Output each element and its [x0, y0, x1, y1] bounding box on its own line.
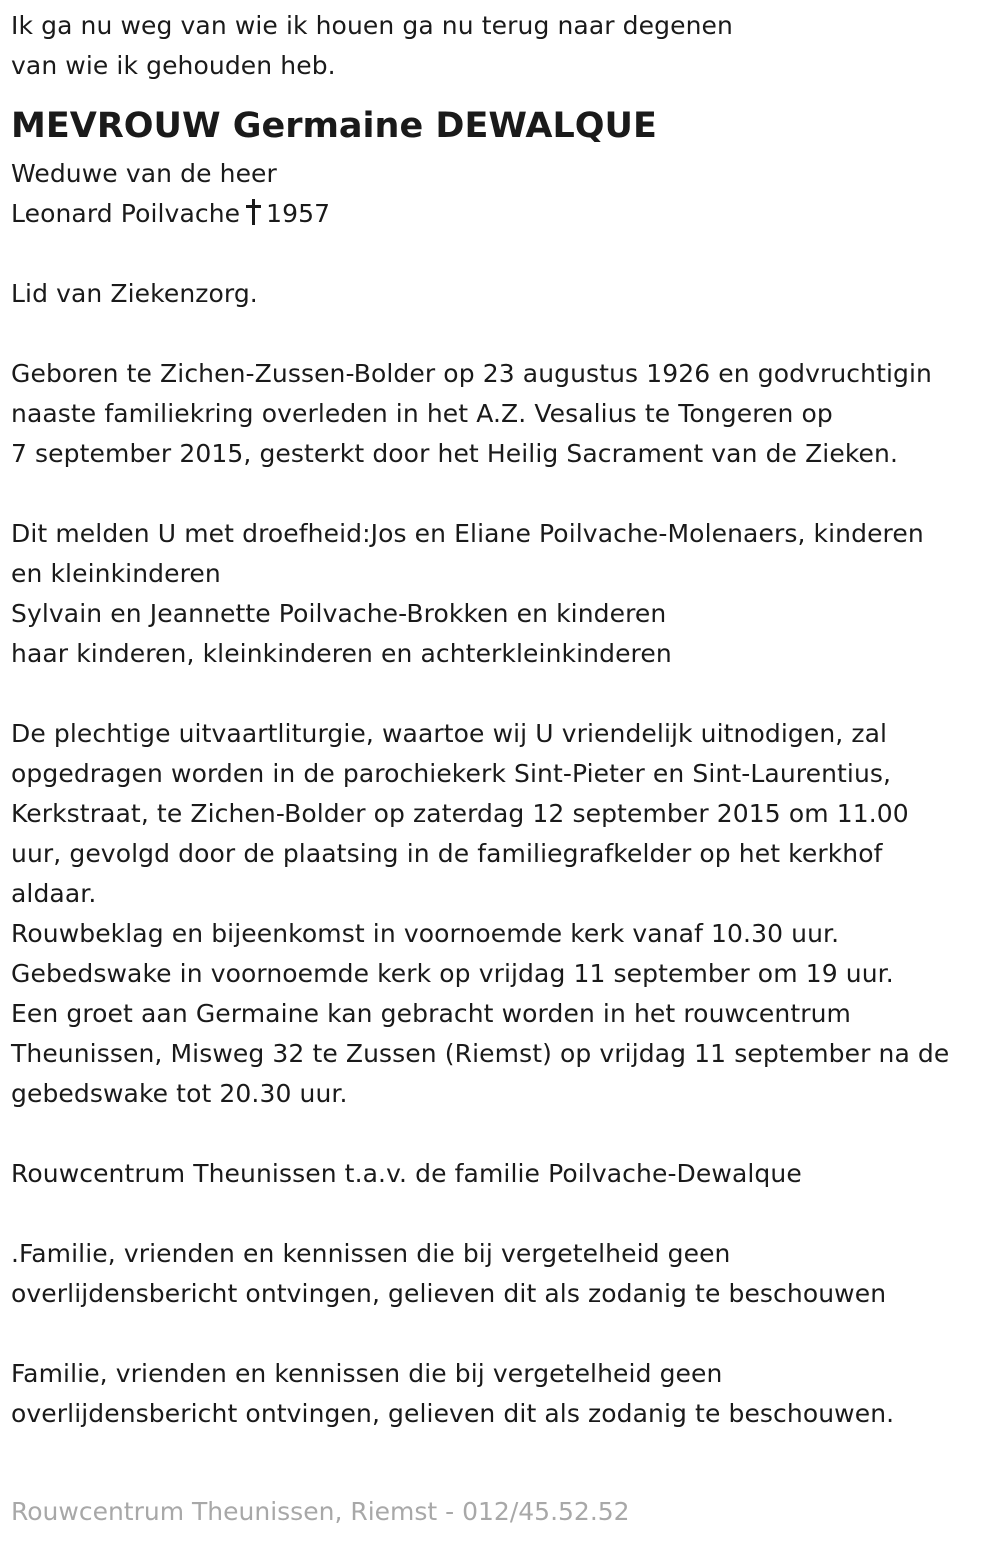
spacer	[11, 674, 1000, 714]
paragraph-line: Familie, vrienden en kennissen die bij vergetelheid geen	[11, 1359, 723, 1388]
paragraph-line: .Familie, vrienden en kennissen die bij vergetelheid geen	[11, 1239, 731, 1268]
paragraph-line: Sylvain en Jeannette Poilvache-Brokken en kinderen	[11, 599, 667, 628]
paragraph-line: Gebedswake in voornoemde kerk op vrijdag 11 september om 19 uur.	[11, 959, 894, 988]
paragraph-line: 7 september 2015, gesterkt door het Heilig Sacrament van de Zieken.	[11, 439, 898, 468]
spouse-name: Leonard Poilvache	[11, 199, 241, 228]
paragraph-line: aldaar.	[11, 879, 97, 908]
spacer	[11, 314, 1000, 354]
spacer	[11, 1194, 1000, 1234]
spacer	[11, 1314, 1000, 1354]
paragraph-line: Rouwbeklag en bijeenkomst in voornoemde kerk vanaf 10.30 uur.	[11, 919, 840, 948]
paragraph-line: De plechtige uitvaartliturgie, waartoe wij U vriendelijk uitnodigen, zal	[11, 719, 888, 748]
widow-line: Weduwe van de heer	[11, 159, 277, 188]
spouse-death-year: 1957	[266, 199, 331, 228]
paragraph-line: overlijdensbericht ontvingen, gelieven dit als zodanig te beschouwen	[11, 1279, 887, 1308]
notice-paragraph-2	[11, 1354, 1000, 1434]
spacer	[11, 234, 1000, 274]
spacer	[11, 1114, 1000, 1154]
spouse-line	[11, 194, 1000, 234]
funeral-paragraph	[11, 714, 1000, 1114]
membership-line: Lid van Ziekenzorg.	[11, 279, 258, 308]
paragraph-line: Geboren te Zichen-Zussen-Bolder op 23 augustus 1926 en godvruchtigin	[11, 359, 932, 388]
spacer	[11, 474, 1000, 514]
announcers-paragraph	[11, 514, 1000, 674]
quote-line: van wie ik gehouden heb.	[11, 51, 336, 80]
paragraph-line: Kerkstraat, te Zichen-Bolder op zaterdag 12 september 2015 om 11.00	[11, 799, 909, 828]
paragraph-line: naaste familiekring overleden in het A.Z. Vesalius te Tongeren op	[11, 399, 833, 428]
paragraph-line: Een groet aan Germaine kan gebracht worden in het rouwcentrum	[11, 999, 852, 1028]
paragraph-line: haar kinderen, kleinkinderen en achterkleinkinderen	[11, 639, 672, 668]
paragraph-line: en kleinkinderen	[11, 559, 221, 588]
footer-funeral-home: Rouwcentrum Theunissen, Riemst - 012/45.52.52	[11, 1497, 630, 1526]
notice-paragraph-1	[11, 1234, 1000, 1314]
birth-death-paragraph	[11, 354, 1000, 474]
opening-quote	[11, 6, 1000, 86]
paragraph-line: Dit melden U met droefheid:Jos en Eliane Poilvache-Molenaers, kinderen	[11, 519, 924, 548]
paragraph-line: Theunissen, Misweg 32 te Zussen (Riemst) op vrijdag 11 september na de	[11, 1039, 950, 1068]
paragraph-line: opgedragen worden in de parochiekerk Sint-Pieter en Sint-Laurentius,	[11, 759, 892, 788]
paragraph-line: gebedswake tot 20.30 uur.	[11, 1079, 348, 1108]
correspondence-line: Rouwcentrum Theunissen t.a.v. de familie Poilvache-Dewalque	[11, 1159, 802, 1188]
paragraph-line: uur, gevolgd door de plaatsing in de familiegrafkelder op het kerkhof	[11, 839, 883, 868]
quote-line: Ik ga nu weg van wie ik houen ga nu terug naar degenen	[11, 11, 733, 40]
spouse-info	[11, 154, 1000, 234]
deceased-name: MEVROUW Germaine DEWALQUE	[11, 106, 657, 146]
cross-icon	[246, 199, 260, 225]
paragraph-line: overlijdensbericht ontvingen, gelieven dit als zodanig te beschouwen.	[11, 1399, 895, 1428]
